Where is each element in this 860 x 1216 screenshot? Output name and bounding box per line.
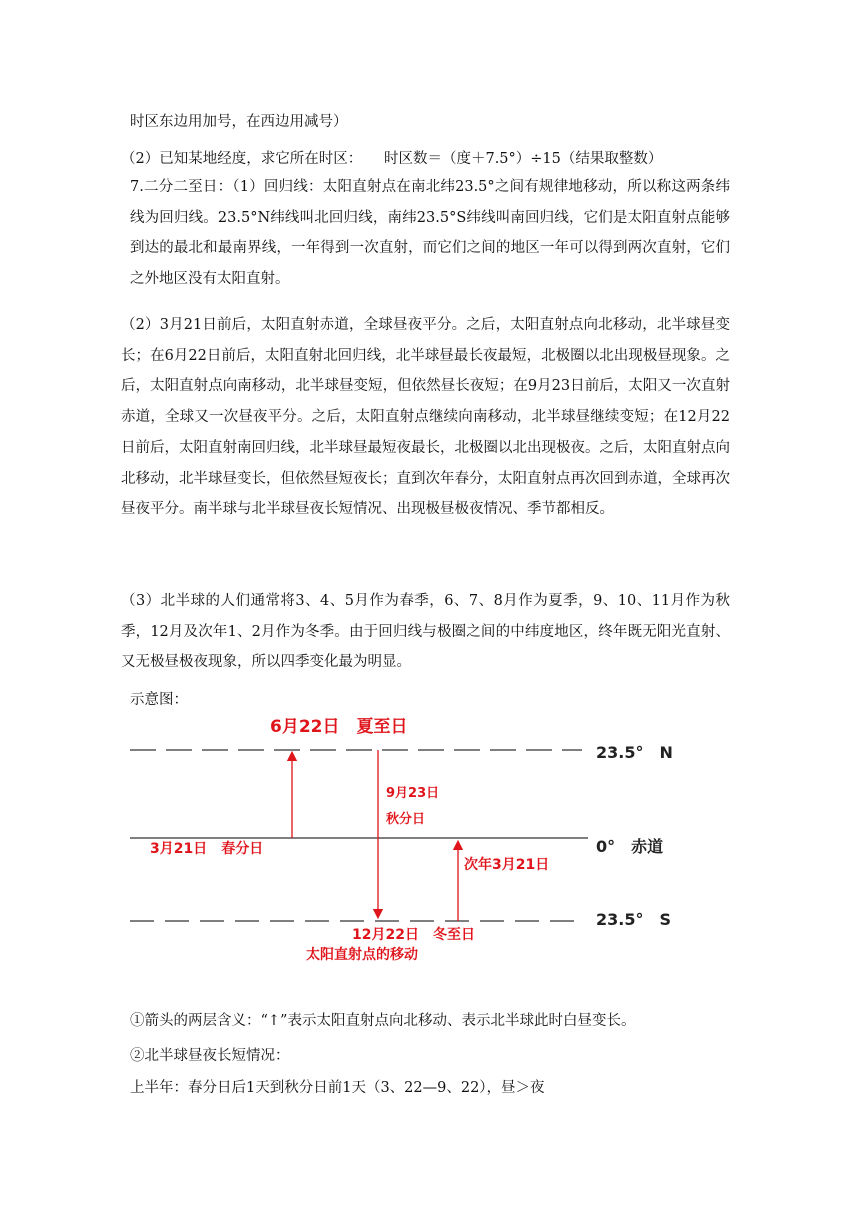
paragraph-tropics: 7.二分二至日：（1）回归线：太阳直射点在南北纬23.5°之间有规律地移动，所以称这两条纬线为回归线。23.5°N纬线叫北回归线，南纬23.5°S纬线叫南回归线，它们是太阳直射点能够到达的最北和最南界线，一年得到一次直射，而它们之间的地区一年可以得到两次直射，它们之外地区没有太阳直射。 bbox=[130, 179, 730, 288]
paragraph-timezone-sign-rule: 时区东边用加号，在西边用减号） bbox=[130, 114, 348, 130]
label-spring-equinox: 3月21日 春分日 bbox=[150, 841, 264, 857]
label-winter-solstice: 12月22日 冬至日 bbox=[352, 927, 475, 943]
paragraph-first-half-year: 上半年：春分日后1天到秋分日前1天（3、22—9、22），昼＞夜 bbox=[130, 1080, 545, 1096]
paragraph-timezone-formula: （2）已知某地经度，求它所在时区： 时区数＝（度＋7.5°）÷15（结果取整数） bbox=[121, 151, 663, 167]
paragraph-solstice-equinox: （2）3月21日前后，太阳直射赤道，全球昼夜平分。之后，太阳直射点向北移动，北半球昼变长；在6月22日前后，太阳直射北回归线，北半球昼最长夜最短，北极圈以北出现极昼现象。之后，太阳直射点向南移动，北半球昼变短，但依然昼长夜短；在9月23日前后，太阳又一次直射赤道，全球又一次昼夜平分。之后，太阳直射点继续向南移动，北半球昼继续变短；在12月22日前后，太阳直射南回归线，北半球昼最短夜最长，北极圈以北出现极夜。之后，太阳直射点向北移动，北半球昼变长，但依然昼短夜长；直到次年春分，太阳直射点再次回到赤道，全球再次昼夜平分。南半球与北半球昼夜长短情况、出现极昼极夜情况、季节都相反。 bbox=[121, 317, 730, 518]
label-autumn-date: 9月23日 bbox=[386, 786, 440, 801]
label-autumn-name: 秋分日 bbox=[386, 812, 426, 827]
paragraph-seasons: （3）北半球的人们通常将3、4、5月作为春季，6、7、8月作为夏季，9、10、11月作为秋季，12月及次年1、2月作为冬季。由于回归线与极圈之间的中纬度地区，终年既无阳光直射、又无极昼极夜现象，所以四季变化最为明显。 bbox=[121, 593, 730, 671]
label-south-tropic: 23.5° S bbox=[596, 910, 672, 929]
paragraph-arrow-meaning: ①箭头的两层含义：“↑”表示太阳直射点向北移动、表示北半球此时白昼变长。 bbox=[130, 1013, 636, 1029]
label-next-spring: 次年3月21日 bbox=[464, 857, 550, 873]
label-north-tropic: 23.5° N bbox=[596, 743, 673, 762]
label-equator: 0° 赤道 bbox=[596, 837, 664, 856]
paragraph-day-night-heading: ②北半球昼夜长短情况： bbox=[130, 1048, 290, 1064]
diagram-caption: 太阳直射点的移动 bbox=[306, 947, 418, 963]
label-summer-solstice: 6月22日 夏至日 bbox=[270, 717, 408, 737]
paragraph-diagram-intro: 示意图： bbox=[130, 692, 188, 708]
sun-direct-point-diagram bbox=[120, 708, 700, 970]
